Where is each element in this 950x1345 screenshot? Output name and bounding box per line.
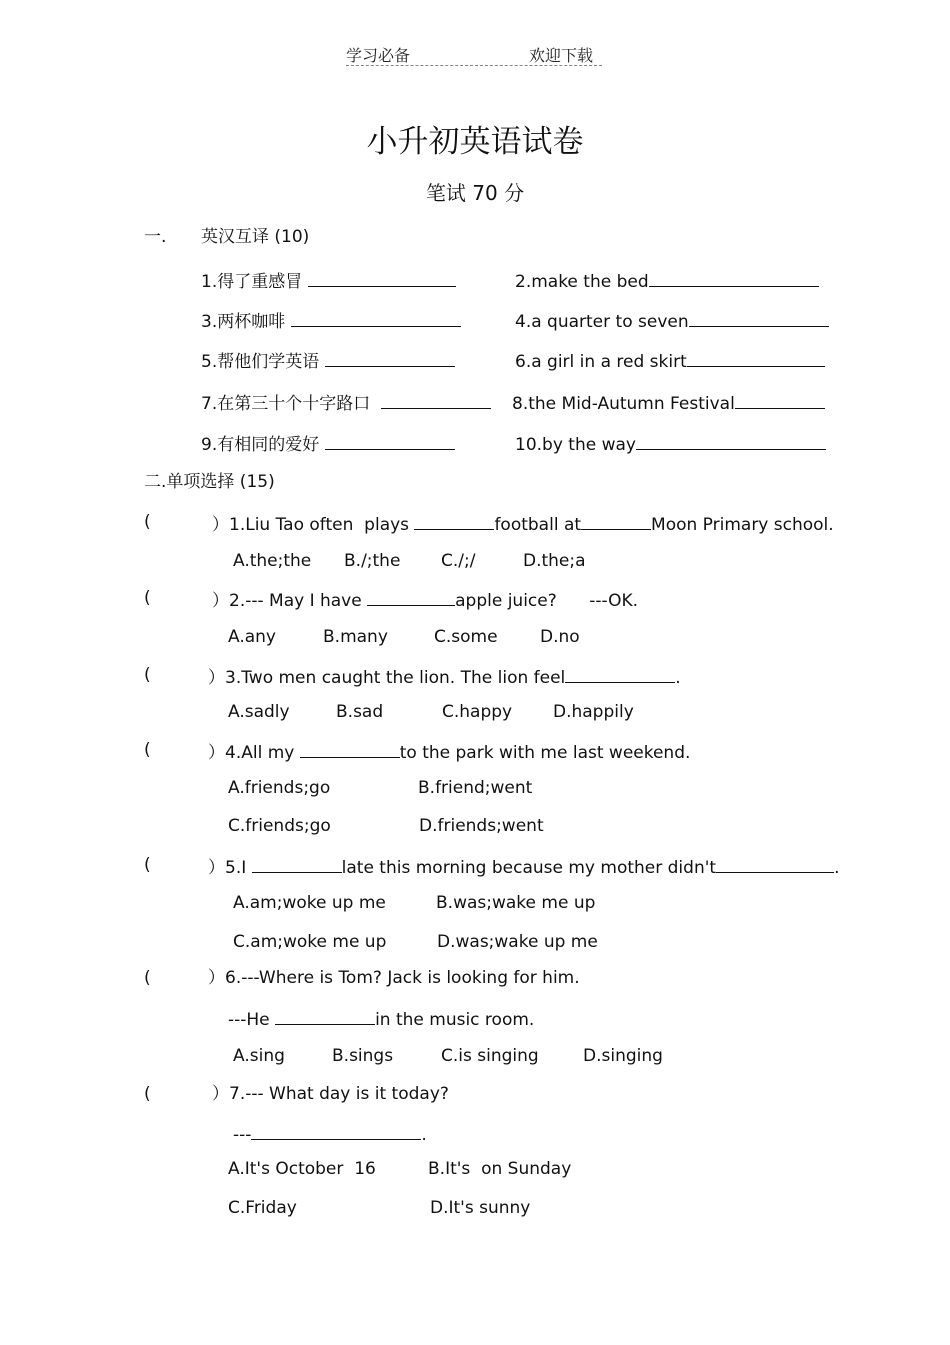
question-4-paren: (: [144, 740, 151, 760]
question-5-option-b: B.was;wake me up: [436, 893, 596, 913]
question-3-option-a: A.sadly: [228, 702, 290, 722]
question-4-option-c: C.friends;go: [228, 816, 331, 836]
question-7-option-b: B.It's on Sunday: [428, 1159, 572, 1179]
header-left-text: 学习必备: [346, 46, 411, 65]
question-1-option-b: B./;the: [344, 551, 401, 571]
question-2-option-a: A.any: [228, 627, 276, 647]
question-6-option-d: D.singing: [583, 1046, 663, 1066]
question-5-paren: (: [144, 855, 151, 875]
translate-item-10: 10.by the way: [515, 432, 826, 455]
translate-item-3: 3.两杯咖啡: [201, 309, 461, 332]
translate-item-4: 4.a quarter to seven: [515, 309, 829, 332]
question-6-option-a: A.sing: [233, 1046, 285, 1066]
translate-item-6: 6.a girl in a red skirt: [515, 349, 825, 372]
question-3-option-d: D.happily: [553, 702, 634, 722]
translate-item-7: 7.在第三十个十字路口: [201, 391, 491, 414]
translate-item-2: 2.make the bed: [515, 269, 819, 292]
header-right-text: 欢迎下载: [529, 46, 594, 65]
question-7-option-d: D.It's sunny: [430, 1198, 531, 1218]
question-6-option-b: B.sings: [332, 1046, 394, 1066]
question-1-option-a: A.the;the: [233, 551, 312, 571]
question-2-option-b: B.many: [323, 627, 388, 647]
question-7-answer-line: --- .: [233, 1122, 427, 1145]
section1-number: 一.: [144, 227, 167, 247]
page-header: [346, 43, 602, 66]
question-7-option-a: A.It's October 16: [228, 1159, 376, 1179]
question-4-text: ）4.All my to the park with me last weekend.: [208, 740, 690, 763]
question-4-option-d: D.friends;went: [419, 816, 544, 836]
question-6-text: ）6.---Where is Tom? Jack is looking for him.: [208, 968, 580, 988]
question-3-text: ）3.Two men caught the lion. The lion feel .: [208, 665, 681, 688]
question-4-option-b: B.friend;went: [418, 778, 533, 798]
question-1-option-d: D.the;a: [523, 551, 586, 571]
question-2-option-c: C.some: [434, 627, 498, 647]
translate-item-1: 1.得了重感冒: [201, 269, 456, 292]
question-6-option-c: C.is singing: [441, 1046, 539, 1066]
question-5-option-c: C.am;woke me up: [233, 932, 387, 952]
translate-item-5: 5.帮他们学英语: [201, 349, 455, 372]
question-5-option-a: A.am;woke up me: [233, 893, 386, 913]
page-subtitle: 笔试 70 分: [425, 181, 525, 205]
question-7-paren: (: [144, 1084, 151, 1104]
question-3-paren: (: [144, 665, 151, 685]
question-7-option-c: C.Friday: [228, 1198, 297, 1218]
question-2-text: ）2.--- May I have apple juice? ---OK.: [212, 588, 638, 611]
translate-item-8: 8.the Mid-Autumn Festival: [512, 391, 825, 414]
question-1-paren: (: [144, 512, 151, 532]
question-3-option-c: C.happy: [442, 702, 513, 722]
translate-item-9: 9.有相同的爱好: [201, 432, 455, 455]
question-6-answer-line: ---He in the music room.: [228, 1007, 534, 1030]
question-4-option-a: A.friends;go: [228, 778, 331, 798]
question-1-text: ）1.Liu Tao often plays football at Moon Primary school.: [212, 512, 834, 535]
question-2-paren: (: [144, 588, 151, 608]
question-1-option-c: C./;/: [441, 551, 476, 571]
question-2-option-d: D.no: [540, 627, 580, 647]
question-3-option-b: B.sad: [336, 702, 384, 722]
question-5-option-d: D.was;wake up me: [437, 932, 598, 952]
question-6-paren: (: [144, 968, 151, 988]
page-title: 小升初英语试卷: [366, 124, 584, 160]
question-5-text: ）5.I late this morning because my mother didn't .: [208, 855, 839, 878]
section1-heading: 英汉互译 (10): [201, 227, 310, 247]
section2-heading: 二.单项选择 (15): [144, 472, 275, 492]
question-7-text: ）7.--- What day is it today?: [212, 1084, 449, 1104]
